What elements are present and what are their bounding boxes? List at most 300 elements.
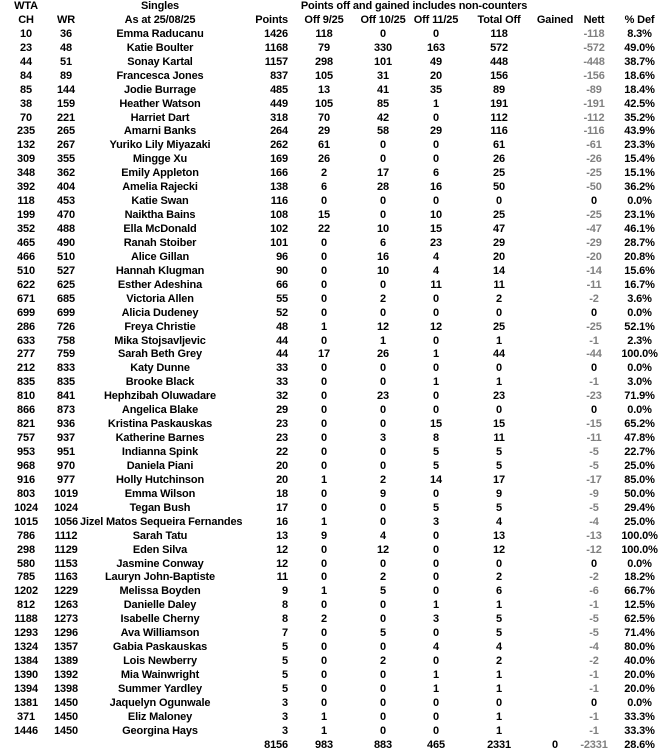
table-row <box>0 181 665 195</box>
cell-player-name: Georgina Hays <box>122 724 198 737</box>
cell-ch: 1394 <box>14 682 38 695</box>
cell-wr: 758 <box>57 334 75 347</box>
cell-total-off: 2 <box>496 571 502 584</box>
cell-points: 138 <box>270 181 288 194</box>
cell-wr: 1450 <box>54 724 78 737</box>
cell-player-name: Katy Dunne <box>130 362 190 375</box>
cell-ch: 70 <box>20 111 32 124</box>
cell-points: 101 <box>270 236 288 249</box>
cell-pct-def: 0.0% <box>627 362 652 375</box>
cell-pct-def: 33.3% <box>624 724 655 737</box>
cell-nett: -1 <box>589 599 599 612</box>
cell-off-10-25: 0 <box>380 27 386 40</box>
cell-wr: 265 <box>57 125 75 138</box>
cell-wr: 159 <box>57 97 75 110</box>
table-row <box>0 153 665 167</box>
cell-ch: 622 <box>17 278 35 291</box>
table-row <box>0 42 665 56</box>
note-label: Points off and gained includes non-counters <box>300 0 528 12</box>
cell-pct-def: 35.2% <box>624 111 655 124</box>
cell-player-name: Melissa Boyden <box>119 585 201 598</box>
cell-total-off: 2 <box>496 655 502 668</box>
cell-off-10-25: 2 <box>380 571 386 584</box>
cell-off-11-25: 1 <box>433 376 439 389</box>
cell-off-11-25: 5 <box>433 459 439 472</box>
cell-ch: 277 <box>17 348 35 361</box>
cell-off-10-25: 0 <box>380 696 386 709</box>
cell-wr: 488 <box>57 223 75 235</box>
table-row <box>0 502 665 516</box>
cell-off-11-25: 14 <box>430 473 442 486</box>
cell-points: 20 <box>276 473 288 486</box>
cell-off-10-25: 42 <box>377 111 389 124</box>
cell-off-9-25: 61 <box>318 139 330 152</box>
cell-off-10-25: 0 <box>380 404 386 417</box>
cell-pct-def: 0.0% <box>627 404 652 417</box>
cell-nett: 0 <box>591 404 598 417</box>
cell-ch: 821 <box>17 418 35 431</box>
spacer-cell <box>536 0 574 14</box>
table-row <box>0 237 665 251</box>
cell-off-9-25: 1 <box>321 320 327 333</box>
cell-total-off: 11 <box>493 278 505 291</box>
table-row <box>0 70 665 84</box>
cell-total-off: 0 <box>496 557 502 570</box>
cell-off-11-25: 465 <box>427 738 445 751</box>
cell-pct-def: 0.0% <box>627 557 652 570</box>
cell-off-9-25: 0 <box>321 362 327 375</box>
cell-gained <box>536 125 574 139</box>
cell-off-9-25: 0 <box>321 418 327 431</box>
cell-total-off: 89 <box>493 83 505 96</box>
cell-off-10-25: 10 <box>377 264 389 277</box>
cell-pct-def: 3.6% <box>627 292 652 305</box>
cell-player-name: Kristina Paskauskas <box>107 418 213 431</box>
cell-off-11-25: 1 <box>433 348 439 361</box>
cell-total-off: 0 <box>496 404 502 417</box>
cell-player-name: Harriet Dart <box>130 111 190 124</box>
cell-points: 33 <box>276 362 288 375</box>
cell-gained <box>536 655 574 669</box>
cell-nett: -448 <box>583 55 605 68</box>
cell-nett: -1 <box>589 334 599 347</box>
cell-off-11-25: 15 <box>430 223 442 235</box>
spacer-cell <box>52 0 80 14</box>
cell-total-off: 50 <box>493 181 505 194</box>
cell-ch: 44 <box>20 55 32 68</box>
cell-wr: 699 <box>57 306 75 319</box>
cell-nett: -17 <box>586 473 602 486</box>
cell-points: 32 <box>276 390 288 403</box>
cell-off-10-25: 2 <box>380 473 386 486</box>
table-row <box>0 432 665 446</box>
cell-wr: 144 <box>57 83 75 96</box>
cell-player-name: Naiktha Bains <box>124 209 196 222</box>
cell-total-off: 61 <box>493 139 505 152</box>
cell-points: 23 <box>276 418 288 431</box>
cell-off-9-25: 70 <box>318 111 330 124</box>
cell-off-10-25: 0 <box>380 362 386 375</box>
table-row <box>0 683 665 697</box>
cell-player-name: Ella McDonald <box>123 223 197 235</box>
cell-off-9-25: 0 <box>321 599 327 612</box>
cell-off-9-25: 13 <box>318 83 330 96</box>
cell-ch: 466 <box>17 250 35 263</box>
cell-off-11-25: 1 <box>433 599 439 612</box>
cell-pct-def: 8.3% <box>627 27 652 40</box>
cell-off-10-25: 0 <box>380 710 386 723</box>
table-row <box>0 307 665 321</box>
cell-off-9-25: 0 <box>321 682 327 695</box>
cell-off-9-25: 2 <box>321 167 327 180</box>
cell-off-11-25: 0 <box>433 696 439 709</box>
cell-points: 52 <box>276 306 288 319</box>
cell-off-11-25: 0 <box>433 571 439 584</box>
cell-pct-def: 23.3% <box>624 139 655 152</box>
cell-points: 318 <box>270 111 288 124</box>
cell-off-10-25: 0 <box>380 446 386 458</box>
header-row-1 <box>0 0 665 14</box>
cell-total-off: 572 <box>490 41 508 54</box>
table-row <box>0 167 665 181</box>
col-header-off-10-25: Off 10/25 <box>360 13 406 26</box>
col-header-points: Points <box>255 13 288 26</box>
cell-pct-def: 22.7% <box>624 446 655 458</box>
cell-total-off: 1 <box>496 710 502 723</box>
cell-points: 116 <box>270 195 288 208</box>
cell-off-10-25: 0 <box>380 515 386 528</box>
cell-gained <box>536 516 574 530</box>
cell-pct-def: 80.0% <box>624 641 655 654</box>
cell-nett: 0 <box>591 362 598 375</box>
cell-off-9-25: 118 <box>315 27 333 40</box>
cell-points: 8156 <box>264 738 288 751</box>
cell-off-9-25: 1 <box>321 515 327 528</box>
cell-player-name: Jaquelyn Ogunwale <box>109 696 211 709</box>
table-row <box>0 585 665 599</box>
cell-gained <box>536 432 574 446</box>
cell-off-10-25: 0 <box>380 599 386 612</box>
cell-pct-def: 25.0% <box>624 515 655 528</box>
table-row <box>0 460 665 474</box>
cell-gained <box>536 251 574 265</box>
cell-off-9-25: 0 <box>321 404 327 417</box>
table-row <box>0 362 665 376</box>
cell-gained <box>536 530 574 544</box>
cell-wr: 1450 <box>54 696 78 709</box>
cell-wr: 221 <box>57 111 75 124</box>
cell-total-off: 14 <box>493 264 505 277</box>
cell-nett: -116 <box>583 125 605 138</box>
cell-player-name: Brooke Black <box>125 376 195 389</box>
table-row <box>0 84 665 98</box>
cell-off-11-25: 8 <box>433 432 439 445</box>
cell-ch: 803 <box>17 487 35 500</box>
cell-off-10-25: 0 <box>380 306 386 319</box>
cell-pct-def: 66.7% <box>624 585 655 598</box>
cell-wr: 937 <box>57 432 75 445</box>
cell-pct-def: 18.4% <box>624 83 655 96</box>
cell-points: 262 <box>270 139 288 152</box>
table-row <box>0 404 665 418</box>
cell-player-name: Amelia Rajecki <box>122 181 198 194</box>
cell-total-off: 191 <box>490 97 508 110</box>
cell-off-11-25: 0 <box>433 390 439 403</box>
cell-off-9-25: 0 <box>321 306 327 319</box>
cell-total-off: 25 <box>493 320 505 333</box>
table-row <box>0 56 665 70</box>
table-row <box>0 28 665 42</box>
cell-off-9-25: 0 <box>321 264 327 277</box>
cell-points: 166 <box>270 167 288 180</box>
cell-off-10-25: 23 <box>377 390 389 403</box>
cell-nett: -15 <box>586 418 602 431</box>
cell-ch: 1202 <box>14 585 38 598</box>
cell-wr: 977 <box>57 473 75 486</box>
cell-ch: 465 <box>17 236 35 249</box>
cell-nett: -112 <box>583 111 605 124</box>
table-row <box>0 348 665 362</box>
cell-player-name: Danielle Daley <box>123 599 197 612</box>
cell-player-name: Eden Silva <box>132 543 188 556</box>
cell-total-off: 448 <box>490 55 508 68</box>
cell-pct-def: 49.0% <box>624 41 655 54</box>
cell-gained <box>536 112 574 126</box>
cell-points: 16 <box>276 515 288 528</box>
cell-off-11-25: 16 <box>430 181 442 194</box>
cell-off-10-25: 3 <box>380 432 386 445</box>
cell-off-10-25: 2 <box>380 655 386 668</box>
cell-off-11-25: 4 <box>433 641 439 654</box>
cell-gained <box>536 711 574 725</box>
table-header <box>0 0 665 28</box>
cell-total-off: 0 <box>496 195 502 208</box>
cell-off-11-25: 6 <box>433 167 439 180</box>
cell-total-off: 0 <box>496 306 502 319</box>
cell-off-10-25: 0 <box>380 195 386 208</box>
cell-off-11-25: 0 <box>433 487 439 500</box>
cell-player-name: Katie Swan <box>131 195 189 208</box>
cell-off-11-25: 15 <box>430 418 442 431</box>
cell-player-name <box>80 739 240 753</box>
cell-gained <box>536 474 574 488</box>
cell-off-10-25: 0 <box>380 376 386 389</box>
cell-off-9-25: 0 <box>321 334 327 347</box>
table-row <box>0 697 665 711</box>
cell-off-9-25: 0 <box>321 696 327 709</box>
cell-ch: 757 <box>17 432 35 445</box>
cell-off-9-25: 983 <box>315 738 333 751</box>
cell-pct-def: 42.5% <box>624 97 655 110</box>
cell-off-10-25: 0 <box>380 209 386 222</box>
cell-off-11-25: 0 <box>433 195 439 208</box>
cell-total-off: 12 <box>493 543 505 556</box>
cell-player-name: Daniela Piani <box>126 459 194 472</box>
cell-nett: -156 <box>583 69 605 82</box>
cell-wr: 1056 <box>54 515 78 528</box>
cell-player-name: Gabia Paskauskas <box>112 641 208 654</box>
cell-off-11-25: 0 <box>433 585 439 598</box>
cell-off-9-25: 0 <box>321 292 327 305</box>
cell-gained <box>536 209 574 223</box>
cell-nett: 0 <box>591 696 598 709</box>
table-body <box>0 28 665 753</box>
cell-gained <box>536 683 574 697</box>
cell-wr: 404 <box>57 181 75 194</box>
cell-player-name: Katherine Barnes <box>115 432 205 445</box>
cell-ch: 118 <box>17 195 35 208</box>
cell-off-10-25: 1 <box>380 334 386 347</box>
cell-points: 55 <box>276 292 288 305</box>
cell-player-name: Lois Newberry <box>123 655 197 668</box>
cell-nett: -11 <box>586 432 602 445</box>
cell-points: 22 <box>276 446 288 458</box>
cell-pct-def: 28.7% <box>624 236 655 249</box>
cell-player-name: Summer Yardley <box>118 682 202 695</box>
cell-points: 44 <box>276 334 288 347</box>
cell-nett: -5 <box>589 459 599 472</box>
cell-points: 5 <box>282 682 288 695</box>
cell-wr: 1129 <box>54 543 78 556</box>
cell-wr: 1398 <box>54 682 78 695</box>
cell-nett: -25 <box>586 209 602 222</box>
cell-total-off: 5 <box>496 459 502 472</box>
cell-off-11-25: 3 <box>433 613 439 626</box>
cell-total-off: 4 <box>496 641 502 654</box>
cell-player-name: Mingge Xu <box>132 153 188 166</box>
cell-off-9-25: 0 <box>321 459 327 472</box>
cell-pct-def: 15.4% <box>624 153 655 166</box>
cell-pct-def: 65.2% <box>624 418 655 431</box>
cell-wr: 970 <box>57 459 75 472</box>
cell-off-9-25: 0 <box>321 501 327 514</box>
cell-off-9-25: 0 <box>321 432 327 445</box>
cell-ch: 371 <box>17 710 35 723</box>
cell-nett: -47 <box>586 223 602 235</box>
table-row <box>0 418 665 432</box>
cell-player-name: Katie Boulter <box>126 41 194 54</box>
cell-player-name: Ranah Stoiber <box>123 236 197 249</box>
cell-total-off: 112 <box>490 111 508 124</box>
cell-wr: 510 <box>57 250 75 263</box>
cell-off-10-25: 41 <box>377 83 389 96</box>
cell-nett: -5 <box>589 501 599 514</box>
cell-pct-def: 2.3% <box>627 334 652 347</box>
cell-off-11-25: 23 <box>430 236 442 249</box>
cell-off-11-25: 3 <box>433 515 439 528</box>
cell-total-off: 15 <box>493 418 505 431</box>
cell-total-off: 13 <box>493 529 505 542</box>
cell-pct-def: 52.1% <box>624 320 655 333</box>
cell-pct-def: 50.0% <box>624 487 655 500</box>
cell-wr: 1273 <box>54 613 78 626</box>
cell-wr: 1296 <box>54 627 78 640</box>
cell-off-9-25: 1 <box>321 473 327 486</box>
cell-off-9-25: 0 <box>321 390 327 403</box>
cell-wr: 490 <box>57 236 75 249</box>
cell-total-off: 2331 <box>487 738 511 751</box>
cell-ch: 352 <box>17 223 35 235</box>
cell-total-off: 26 <box>493 153 505 166</box>
cell-wr: 453 <box>57 195 75 208</box>
cell-points: 18 <box>276 487 288 500</box>
cell-off-11-25: 0 <box>433 153 439 166</box>
cell-player-name: Francesca Jones <box>116 69 204 82</box>
cell-off-10-25: 883 <box>374 738 392 751</box>
cell-ch: 1188 <box>14 613 38 626</box>
cell-off-10-25: 0 <box>380 641 386 654</box>
cell-total-off: 1 <box>496 376 502 389</box>
table-row <box>0 530 665 544</box>
cell-nett: -2 <box>589 292 599 305</box>
table-row <box>0 474 665 488</box>
cell-wr: 1153 <box>54 557 78 570</box>
cell-pct-def: 43.9% <box>624 125 655 138</box>
cell-off-11-25: 0 <box>433 557 439 570</box>
cell-pct-def: 20.8% <box>624 250 655 263</box>
cell-off-9-25: 9 <box>321 529 327 542</box>
cell-off-9-25: 17 <box>318 348 330 361</box>
cell-ch: 132 <box>17 139 35 152</box>
spacer-cell <box>240 0 292 14</box>
table-row <box>0 209 665 223</box>
cell-off-11-25: 0 <box>433 627 439 640</box>
cell-ch: 699 <box>17 306 35 319</box>
cell-off-10-25: 6 <box>380 236 386 249</box>
cell-total-off: 44 <box>493 348 505 361</box>
cell-gained <box>536 28 574 42</box>
cell-nett: -572 <box>583 41 605 54</box>
cell-pct-def: 3.0% <box>627 376 652 389</box>
cell-ch: 298 <box>17 543 35 556</box>
cell-pct-def: 28.6% <box>624 738 655 751</box>
cell-wr: 1357 <box>54 641 78 654</box>
cell-nett: -1 <box>589 724 599 737</box>
cell-off-11-25: 5 <box>433 501 439 514</box>
cell-gained <box>536 599 574 613</box>
cell-player-name: Jasmine Conway <box>116 557 204 570</box>
cell-ch: 953 <box>17 446 35 458</box>
totals-row <box>0 739 665 753</box>
cell-ch: 85 <box>20 83 32 96</box>
col-header-pct-def: % Def <box>624 13 655 26</box>
cell-pct-def: 100.0% <box>621 348 658 361</box>
cell-player-name: Isabelle Cherny <box>120 613 200 626</box>
cell-nett: -4 <box>589 515 599 528</box>
cell-nett: -2 <box>589 655 599 668</box>
cell-gained <box>536 544 574 558</box>
table-row <box>0 571 665 585</box>
cell-gained <box>536 488 574 502</box>
cell-player-name: Tegan Bush <box>129 501 191 514</box>
cell-gained <box>536 641 574 655</box>
cell-player-name: Alice Gillan <box>130 250 190 263</box>
cell-points: 264 <box>270 125 288 138</box>
cell-pct-def: 100.0% <box>621 543 658 556</box>
cell-gained <box>536 335 574 349</box>
cell-wr: 1263 <box>54 599 78 612</box>
table-row <box>0 516 665 530</box>
cell-player-name: Sarah Beth Grey <box>118 348 202 361</box>
cell-nett: -29 <box>586 236 602 249</box>
cell-player-name: Indianna Spink <box>121 446 199 458</box>
cell-off-10-25: 2 <box>380 292 386 305</box>
cell-player-name: Yuriko Lily Miyazaki <box>109 139 211 152</box>
cell-total-off: 5 <box>496 613 502 626</box>
cell-ch: 10 <box>20 27 32 40</box>
cell-total-off: 1 <box>496 724 502 737</box>
cell-nett: -20 <box>586 250 602 263</box>
